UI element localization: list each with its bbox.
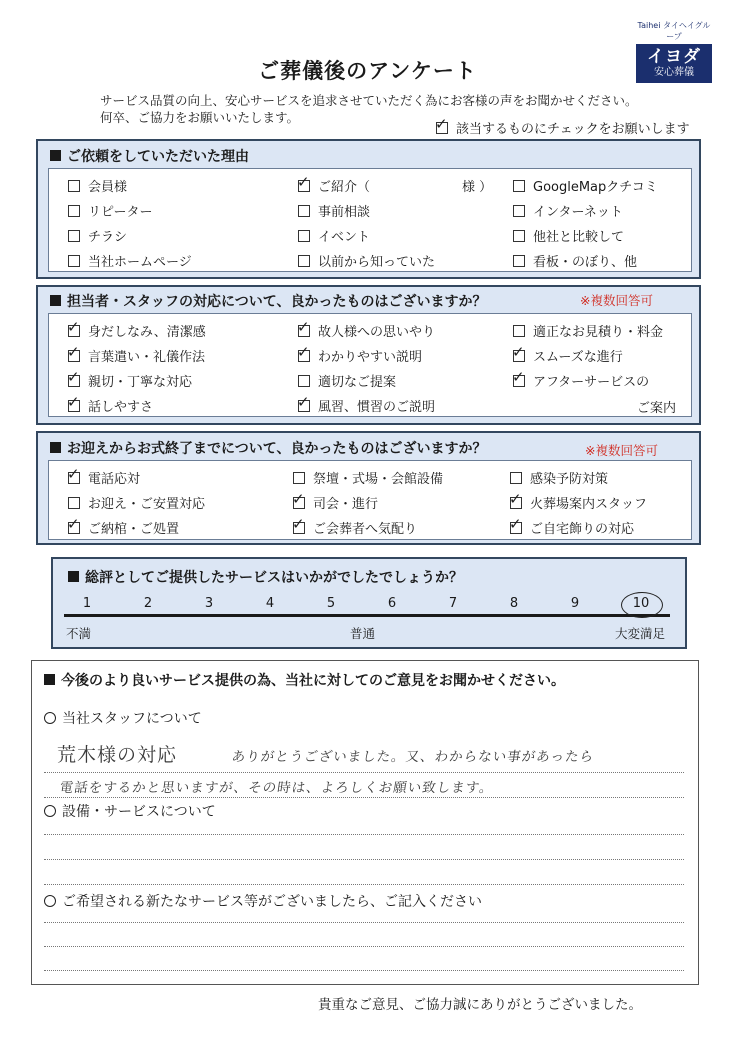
- option-phone[interactable]: ✓電話応対: [68, 468, 140, 487]
- checkbox[interactable]: [68, 230, 80, 242]
- option-googlemap[interactable]: GoogleMapクチコミ: [513, 176, 658, 195]
- option-signboard[interactable]: 看板・のぼり、他: [513, 251, 637, 270]
- rating-10[interactable]: 10: [632, 596, 650, 611]
- checkbox-checked[interactable]: [298, 400, 310, 412]
- multi-answer-note: ※複数回答可: [580, 293, 653, 308]
- checkbox[interactable]: [68, 180, 80, 192]
- option-proposal[interactable]: 適切なご提案: [298, 371, 396, 390]
- checkbox-checked[interactable]: [293, 497, 305, 509]
- checkbox[interactable]: [68, 255, 80, 267]
- checkbox[interactable]: [68, 205, 80, 217]
- intro-line-1: サービス品質の向上、安心サービスを追求させていただく為にお客様の声をお聞かせください。: [100, 93, 638, 108]
- option-aftercare[interactable]: ✓アフターサービスの: [513, 371, 649, 390]
- checkbox[interactable]: [513, 255, 525, 267]
- rating-3[interactable]: 3: [204, 596, 214, 611]
- page-title: ご葬儀後のアンケート: [258, 59, 477, 83]
- option-infection[interactable]: 感染予防対策: [510, 468, 608, 487]
- checkbox-checked[interactable]: [68, 522, 80, 534]
- rating-scale-line: [64, 614, 670, 617]
- label-very-satisfied: 大変満足: [615, 626, 666, 641]
- check-instruction: [436, 118, 690, 137]
- section-staff-title: 担当者・スタッフの対応について、良かったものはございますか？: [50, 291, 486, 311]
- option-crematorium[interactable]: ✓火葬場案内スタッフ: [510, 493, 647, 512]
- checkbox-checked[interactable]: [68, 472, 80, 484]
- checkbox-checked[interactable]: [68, 400, 80, 412]
- question-facilities: 設備・サービスについて: [44, 801, 216, 821]
- option-attendees[interactable]: ✓ご会葬者へ気配り: [293, 518, 417, 537]
- option-clear-explanation[interactable]: ✓わかりやすい説明: [298, 346, 422, 365]
- circle-bullet-icon: [44, 895, 56, 907]
- option-knew-before[interactable]: 以前から知っていた: [298, 251, 435, 270]
- option-altar[interactable]: 祭壇・式場・会館設備: [293, 468, 443, 487]
- option-member[interactable]: 会員様: [68, 176, 127, 195]
- answer-line: [44, 884, 684, 885]
- checkbox[interactable]: [298, 205, 310, 217]
- rating-5[interactable]: 5: [326, 596, 336, 611]
- logo-badge: [636, 44, 712, 83]
- section-overall-title: 総評としてご提供したサービスはいかがでしたでしょうか？: [68, 567, 463, 587]
- opinion-title: 今後のより良いサービス提供の為、当社に対してのご意見をお聞かせください。: [44, 670, 565, 690]
- answer-line: [44, 946, 684, 947]
- option-repeater[interactable]: リピーター: [68, 201, 152, 220]
- checkbox-checked[interactable]: [298, 325, 310, 337]
- circle-bullet-icon: [44, 805, 56, 817]
- circle-bullet-icon: [44, 712, 56, 724]
- company-logo: [636, 20, 712, 83]
- answer-line: [44, 834, 684, 835]
- checkbox-checked[interactable]: [513, 350, 525, 362]
- label-neutral: 普通: [350, 626, 376, 641]
- option-kindness[interactable]: ✓親切・丁寧な対応: [68, 371, 192, 390]
- checkmark-icon: [436, 122, 448, 134]
- selected-rating-circle: [621, 592, 663, 618]
- checkbox-checked[interactable]: [513, 375, 525, 387]
- handwritten-answer-1b[interactable]: ありがとうございました。又、わからない事があったら: [230, 749, 596, 765]
- question-staff: 当社スタッフについて: [44, 708, 202, 728]
- checkbox-checked[interactable]: [68, 375, 80, 387]
- option-customs[interactable]: ✓風習、慣習のご説明: [298, 396, 435, 415]
- intro-line-2: 何卒、ご協力をお願いいたします。: [100, 110, 300, 125]
- checkbox[interactable]: [513, 205, 525, 217]
- checkbox[interactable]: [293, 472, 305, 484]
- handwritten-answer-1a[interactable]: 荒木様の対応: [57, 744, 178, 766]
- checkbox-checked[interactable]: [293, 522, 305, 534]
- logo-brand: イヨダ: [647, 47, 701, 67]
- option-manners[interactable]: ✓言葉遣い・礼儀作法: [68, 346, 205, 365]
- checkbox[interactable]: [513, 230, 525, 242]
- rating-2[interactable]: 2: [143, 596, 153, 611]
- check-instruction-text: 該当するものにチェックをお願いします: [456, 122, 690, 137]
- option-home-decor[interactable]: ✓ご自宅飾りの対応: [510, 518, 634, 537]
- logo-sub: 安心葬儀: [654, 67, 694, 78]
- option-encoffining[interactable]: ✓ご納棺・ご処置: [68, 518, 179, 537]
- option-compare[interactable]: 他社と比較して: [513, 226, 624, 245]
- rating-6[interactable]: 6: [387, 596, 397, 611]
- answer-line: [44, 922, 684, 923]
- logo-group-text: Taihei タイヘイグループ: [637, 21, 711, 41]
- option-pricing[interactable]: 適正なお見積り・料金: [513, 321, 663, 340]
- checkbox[interactable]: [298, 230, 310, 242]
- rating-4[interactable]: 4: [265, 596, 275, 611]
- checkbox-checked[interactable]: [510, 497, 522, 509]
- option-compassion[interactable]: ✓故人様への思いやり: [298, 321, 435, 340]
- thanks-message: 貴重なご意見、ご協力誠にありがとうございました。: [318, 997, 642, 1013]
- label-dissatisfied: 不満: [66, 626, 92, 641]
- option-mc[interactable]: ✓司会・進行: [293, 493, 378, 512]
- checkbox[interactable]: [298, 375, 310, 387]
- answer-line: [44, 772, 684, 773]
- checkbox[interactable]: [513, 180, 525, 192]
- option-aftercare-continuation: ご案内: [637, 401, 677, 416]
- checkbox[interactable]: [510, 472, 522, 484]
- rating-8[interactable]: 8: [509, 596, 519, 611]
- multi-answer-note: ※複数回答可: [585, 443, 658, 458]
- handwritten-answer-2[interactable]: 電話をするかと思いますが、その時は、よろしくお願い致します。: [58, 780, 495, 796]
- checkbox[interactable]: [298, 255, 310, 267]
- option-pickup[interactable]: お迎え・ご安置対応: [68, 493, 205, 512]
- option-consultation[interactable]: 事前相談: [298, 201, 370, 220]
- rating-7[interactable]: 7: [448, 596, 458, 611]
- option-event[interactable]: イベント: [298, 226, 370, 245]
- checkbox-checked[interactable]: [68, 350, 80, 362]
- option-appearance[interactable]: ✓身だしなみ、清潔感: [68, 321, 206, 340]
- answer-line: [44, 970, 684, 971]
- checkbox-checked[interactable]: [298, 180, 310, 192]
- answer-line: [44, 859, 684, 860]
- answer-line: [44, 797, 684, 798]
- checkbox-checked[interactable]: [298, 350, 310, 362]
- option-internet[interactable]: インターネット: [513, 201, 623, 220]
- checkbox[interactable]: [513, 325, 525, 337]
- rating-1[interactable]: 1: [82, 596, 92, 611]
- option-easy-talk[interactable]: ✓話しやすさ: [68, 396, 153, 415]
- question-new-services: ご希望される新たなサービス等がございましたら、ご記入ください: [44, 891, 482, 911]
- section-reason-title: ご依頼をしていただいた理由: [50, 146, 249, 166]
- option-smooth[interactable]: ✓スムーズな進行: [513, 346, 623, 365]
- option-homepage[interactable]: 当社ホームページ: [68, 251, 192, 270]
- checkbox-checked[interactable]: [510, 522, 522, 534]
- option-flyer[interactable]: チラシ: [68, 226, 127, 245]
- checkbox[interactable]: [68, 497, 80, 509]
- checkbox-checked[interactable]: [68, 325, 80, 337]
- section-ceremony-title: お迎えからお式終了までについて、良かったものはございますか？: [50, 438, 486, 458]
- option-referral[interactable]: ✓ご紹介（ 様 ）: [298, 176, 492, 195]
- rating-9[interactable]: 9: [570, 596, 580, 611]
